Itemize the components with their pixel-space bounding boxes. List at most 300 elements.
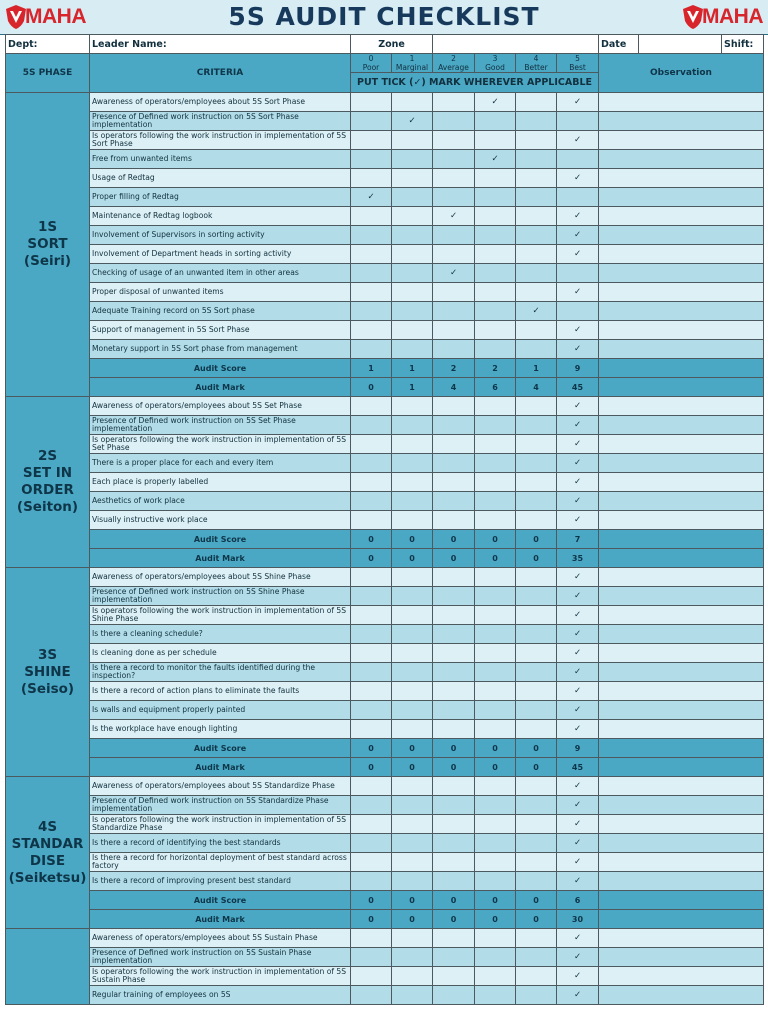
score-checkbox-0[interactable] bbox=[351, 226, 392, 245]
score-checkbox-3[interactable] bbox=[475, 663, 516, 682]
observation-field[interactable] bbox=[599, 340, 764, 359]
score-checkbox-0[interactable] bbox=[351, 872, 392, 891]
score-checkbox-5[interactable]: ✓ bbox=[557, 568, 599, 587]
score-checkbox-2[interactable] bbox=[433, 321, 475, 340]
scale-cell bbox=[433, 54, 475, 73]
score-checkbox-1[interactable] bbox=[392, 169, 433, 188]
score-checkbox-3[interactable] bbox=[475, 188, 516, 207]
score-checkbox-4[interactable] bbox=[516, 606, 557, 625]
score-checkbox-0[interactable] bbox=[351, 435, 392, 454]
score-checkbox-4[interactable] bbox=[516, 93, 557, 112]
observation-field[interactable] bbox=[599, 587, 764, 606]
dept-label: Dept: bbox=[6, 35, 90, 54]
score-checkbox-5[interactable]: ✓ bbox=[557, 644, 599, 663]
score-checkbox-0[interactable] bbox=[351, 929, 392, 948]
score-checkbox-1[interactable] bbox=[392, 967, 433, 986]
score-checkbox-3[interactable] bbox=[475, 701, 516, 720]
criteria-text: Each place is properly labelled bbox=[90, 473, 351, 492]
score-checkbox-1[interactable] bbox=[392, 283, 433, 302]
score-checkbox-0[interactable] bbox=[351, 796, 392, 815]
observation-field[interactable] bbox=[599, 853, 764, 872]
score-checkbox-2[interactable] bbox=[433, 416, 475, 435]
score-checkbox-5[interactable]: ✓ bbox=[557, 701, 599, 720]
observation-field[interactable] bbox=[599, 872, 764, 891]
score-checkbox-0[interactable] bbox=[351, 207, 392, 226]
score-checkbox-5[interactable]: ✓ bbox=[557, 245, 599, 264]
observation-field[interactable] bbox=[599, 625, 764, 644]
score-checkbox-5[interactable]: ✓ bbox=[557, 169, 599, 188]
score-checkbox-1[interactable] bbox=[392, 682, 433, 701]
score-checkbox-4[interactable] bbox=[516, 682, 557, 701]
score-checkbox-3[interactable] bbox=[475, 283, 516, 302]
score-checkbox-3[interactable] bbox=[475, 226, 516, 245]
score-checkbox-1[interactable] bbox=[392, 397, 433, 416]
score-checkbox-1[interactable] bbox=[392, 93, 433, 112]
score-checkbox-4[interactable] bbox=[516, 131, 557, 150]
observation-field[interactable] bbox=[599, 701, 764, 720]
score-checkbox-4[interactable] bbox=[516, 264, 557, 283]
score-checkbox-1[interactable] bbox=[392, 150, 433, 169]
shift-label: Shift: bbox=[722, 35, 764, 54]
score-checkbox-5[interactable]: ✓ bbox=[557, 682, 599, 701]
score-checkbox-5[interactable]: ✓ bbox=[557, 511, 599, 530]
score-checkbox-2[interactable] bbox=[433, 473, 475, 492]
score-checkbox-1[interactable] bbox=[392, 245, 433, 264]
score-checkbox-2[interactable] bbox=[433, 511, 475, 530]
score-checkbox-1[interactable] bbox=[392, 853, 433, 872]
score-checkbox-2[interactable]: ✓ bbox=[433, 264, 475, 283]
score-checkbox-3[interactable] bbox=[475, 397, 516, 416]
score-checkbox-2[interactable] bbox=[433, 245, 475, 264]
score-checkbox-1[interactable] bbox=[392, 473, 433, 492]
score-checkbox-5[interactable] bbox=[557, 302, 599, 321]
score-checkbox-1[interactable] bbox=[392, 264, 433, 283]
score-checkbox-4[interactable] bbox=[516, 872, 557, 891]
observation-field[interactable] bbox=[599, 321, 764, 340]
criteria-text: Is there a record of improving present best standard bbox=[90, 872, 351, 891]
score-checkbox-4[interactable] bbox=[516, 834, 557, 853]
score-checkbox-1[interactable] bbox=[392, 207, 433, 226]
score-checkbox-3[interactable] bbox=[475, 454, 516, 473]
score-checkbox-3[interactable] bbox=[475, 112, 516, 131]
score-checkbox-2[interactable] bbox=[433, 492, 475, 511]
score-checkbox-2[interactable] bbox=[433, 169, 475, 188]
score-checkbox-3[interactable] bbox=[475, 416, 516, 435]
score-checkbox-1[interactable] bbox=[392, 796, 433, 815]
score-checkbox-1[interactable] bbox=[392, 302, 433, 321]
observation-field[interactable] bbox=[599, 264, 764, 283]
score-checkbox-3[interactable] bbox=[475, 245, 516, 264]
score-checkbox-0[interactable] bbox=[351, 967, 392, 986]
score-checkbox-3[interactable] bbox=[475, 511, 516, 530]
score-checkbox-1[interactable] bbox=[392, 834, 433, 853]
zone-field[interactable] bbox=[433, 35, 599, 54]
score-checkbox-1[interactable] bbox=[392, 815, 433, 834]
score-checkbox-5[interactable]: ✓ bbox=[557, 663, 599, 682]
score-checkbox-0[interactable] bbox=[351, 416, 392, 435]
score-checkbox-5[interactable]: ✓ bbox=[557, 777, 599, 796]
criteria-row bbox=[6, 625, 764, 644]
score-checkbox-2[interactable] bbox=[433, 777, 475, 796]
score-checkbox-5[interactable]: ✓ bbox=[557, 853, 599, 872]
score-checkbox-0[interactable] bbox=[351, 701, 392, 720]
score-checkbox-4[interactable] bbox=[516, 720, 557, 739]
score-checkbox-0[interactable] bbox=[351, 720, 392, 739]
score-checkbox-3[interactable] bbox=[475, 131, 516, 150]
score-checkbox-4[interactable] bbox=[516, 986, 557, 1005]
score-checkbox-0[interactable] bbox=[351, 625, 392, 644]
score-checkbox-5[interactable]: ✓ bbox=[557, 625, 599, 644]
score-checkbox-3[interactable] bbox=[475, 473, 516, 492]
score-checkbox-0[interactable] bbox=[351, 682, 392, 701]
summary-blank bbox=[599, 378, 764, 397]
score-checkbox-2[interactable] bbox=[433, 568, 475, 587]
score-checkbox-3[interactable] bbox=[475, 492, 516, 511]
score-checkbox-2[interactable] bbox=[433, 435, 475, 454]
observation-field[interactable] bbox=[599, 492, 764, 511]
score-checkbox-1[interactable] bbox=[392, 454, 433, 473]
score-checkbox-5[interactable]: ✓ bbox=[557, 967, 599, 986]
score-checkbox-1[interactable] bbox=[392, 986, 433, 1005]
score-checkbox-2[interactable] bbox=[433, 340, 475, 359]
score-checkbox-0[interactable] bbox=[351, 245, 392, 264]
score-checkbox-0[interactable] bbox=[351, 131, 392, 150]
score-checkbox-2[interactable] bbox=[433, 93, 475, 112]
score-checkbox-5[interactable]: ✓ bbox=[557, 929, 599, 948]
score-checkbox-3[interactable] bbox=[475, 435, 516, 454]
score-checkbox-4[interactable] bbox=[516, 511, 557, 530]
observation-field[interactable] bbox=[599, 302, 764, 321]
score-checkbox-4[interactable] bbox=[516, 967, 557, 986]
score-checkbox-0[interactable] bbox=[351, 112, 392, 131]
observation-field[interactable] bbox=[599, 245, 764, 264]
score-checkbox-5[interactable]: ✓ bbox=[557, 815, 599, 834]
score-checkbox-3[interactable] bbox=[475, 929, 516, 948]
score-checkbox-3[interactable] bbox=[475, 720, 516, 739]
criteria-row bbox=[6, 872, 764, 891]
score-checkbox-0[interactable]: ✓ bbox=[351, 188, 392, 207]
score-checkbox-2[interactable] bbox=[433, 283, 475, 302]
score-checkbox-1[interactable] bbox=[392, 131, 433, 150]
score-checkbox-5[interactable]: ✓ bbox=[557, 131, 599, 150]
score-checkbox-1[interactable] bbox=[392, 663, 433, 682]
observation-field[interactable] bbox=[599, 929, 764, 948]
score-checkbox-5[interactable]: ✓ bbox=[557, 473, 599, 492]
score-checkbox-0[interactable] bbox=[351, 853, 392, 872]
score-checkbox-2[interactable] bbox=[433, 929, 475, 948]
score-checkbox-2[interactable] bbox=[433, 815, 475, 834]
score-checkbox-1[interactable] bbox=[392, 435, 433, 454]
score-checkbox-4[interactable] bbox=[516, 283, 557, 302]
score-checkbox-3[interactable] bbox=[475, 587, 516, 606]
score-checkbox-5[interactable]: ✓ bbox=[557, 834, 599, 853]
score-checkbox-3[interactable] bbox=[475, 644, 516, 663]
score-checkbox-4[interactable] bbox=[516, 435, 557, 454]
score-checkbox-2[interactable] bbox=[433, 226, 475, 245]
score-checkbox-1[interactable] bbox=[392, 416, 433, 435]
observation-field[interactable] bbox=[599, 606, 764, 625]
score-checkbox-5[interactable]: ✓ bbox=[557, 587, 599, 606]
score-checkbox-0[interactable] bbox=[351, 473, 392, 492]
score-checkbox-3[interactable] bbox=[475, 169, 516, 188]
score-checkbox-2[interactable] bbox=[433, 112, 475, 131]
score-checkbox-0[interactable] bbox=[351, 511, 392, 530]
score-checkbox-0[interactable] bbox=[351, 777, 392, 796]
score-checkbox-4[interactable] bbox=[516, 625, 557, 644]
score-checkbox-1[interactable] bbox=[392, 511, 433, 530]
score-checkbox-2[interactable] bbox=[433, 682, 475, 701]
score-checkbox-0[interactable] bbox=[351, 454, 392, 473]
score-checkbox-1[interactable]: ✓ bbox=[392, 112, 433, 131]
score-checkbox-3[interactable] bbox=[475, 321, 516, 340]
score-checkbox-0[interactable] bbox=[351, 264, 392, 283]
score-checkbox-0[interactable] bbox=[351, 169, 392, 188]
observation-field[interactable] bbox=[599, 948, 764, 967]
criteria-text: Is operators following the work instruction in implementation of 5S Standardize Phase bbox=[90, 815, 351, 834]
score-checkbox-2[interactable] bbox=[433, 454, 475, 473]
score-checkbox-5[interactable]: ✓ bbox=[557, 492, 599, 511]
score-checkbox-2[interactable] bbox=[433, 150, 475, 169]
score-checkbox-0[interactable] bbox=[351, 150, 392, 169]
score-checkbox-4[interactable] bbox=[516, 226, 557, 245]
phase-name-line: SET IN bbox=[22, 465, 73, 481]
score-checkbox-4[interactable] bbox=[516, 663, 557, 682]
score-checkbox-5[interactable]: ✓ bbox=[557, 321, 599, 340]
score-checkbox-3[interactable]: ✓ bbox=[475, 93, 516, 112]
score-checkbox-2[interactable] bbox=[433, 701, 475, 720]
score-checkbox-4[interactable] bbox=[516, 169, 557, 188]
phase-name-line: (Seiri) bbox=[23, 253, 72, 269]
score-checkbox-2[interactable] bbox=[433, 606, 475, 625]
score-checkbox-5[interactable]: ✓ bbox=[557, 226, 599, 245]
observation-field[interactable] bbox=[599, 131, 764, 150]
score-checkbox-4[interactable] bbox=[516, 454, 557, 473]
score-checkbox-1[interactable] bbox=[392, 226, 433, 245]
score-checkbox-4[interactable] bbox=[516, 112, 557, 131]
observation-field[interactable] bbox=[599, 663, 764, 682]
score-checkbox-4[interactable] bbox=[516, 796, 557, 815]
score-checkbox-3[interactable] bbox=[475, 625, 516, 644]
score-checkbox-2[interactable] bbox=[433, 853, 475, 872]
score-checkbox-0[interactable] bbox=[351, 93, 392, 112]
observation-field[interactable] bbox=[599, 473, 764, 492]
score-checkbox-1[interactable] bbox=[392, 321, 433, 340]
score-checkbox-5[interactable] bbox=[557, 188, 599, 207]
observation-field[interactable] bbox=[599, 644, 764, 663]
score-checkbox-5[interactable]: ✓ bbox=[557, 872, 599, 891]
score-checkbox-5[interactable]: ✓ bbox=[557, 207, 599, 226]
score-checkbox-2[interactable] bbox=[433, 948, 475, 967]
score-checkbox-0[interactable] bbox=[351, 397, 392, 416]
score-checkbox-5[interactable]: ✓ bbox=[557, 340, 599, 359]
scale-label: Best bbox=[569, 63, 586, 72]
score-checkbox-4[interactable]: ✓ bbox=[516, 302, 557, 321]
audit-score-label: Audit Score bbox=[90, 891, 351, 910]
score-checkbox-4[interactable] bbox=[516, 853, 557, 872]
score-checkbox-4[interactable] bbox=[516, 473, 557, 492]
score-checkbox-0[interactable] bbox=[351, 340, 392, 359]
score-checkbox-5[interactable]: ✓ bbox=[557, 283, 599, 302]
score-checkbox-0[interactable] bbox=[351, 815, 392, 834]
observation-field[interactable] bbox=[599, 454, 764, 473]
score-checkbox-3[interactable] bbox=[475, 606, 516, 625]
score-checkbox-1[interactable] bbox=[392, 777, 433, 796]
score-checkbox-0[interactable] bbox=[351, 986, 392, 1005]
score-checkbox-4[interactable] bbox=[516, 948, 557, 967]
score-checkbox-0[interactable] bbox=[351, 492, 392, 511]
score-checkbox-5[interactable]: ✓ bbox=[557, 416, 599, 435]
score-checkbox-2[interactable]: ✓ bbox=[433, 207, 475, 226]
audit-mark-value: 0 bbox=[392, 758, 433, 777]
score-checkbox-3[interactable] bbox=[475, 340, 516, 359]
score-checkbox-0[interactable] bbox=[351, 834, 392, 853]
score-checkbox-4[interactable] bbox=[516, 568, 557, 587]
score-checkbox-4[interactable] bbox=[516, 777, 557, 796]
observation-field[interactable] bbox=[599, 796, 764, 815]
observation-field[interactable] bbox=[599, 777, 764, 796]
score-checkbox-4[interactable] bbox=[516, 397, 557, 416]
score-checkbox-1[interactable] bbox=[392, 568, 433, 587]
score-checkbox-2[interactable] bbox=[433, 131, 475, 150]
observation-field[interactable] bbox=[599, 815, 764, 834]
score-checkbox-2[interactable] bbox=[433, 967, 475, 986]
score-checkbox-3[interactable] bbox=[475, 815, 516, 834]
observation-field[interactable] bbox=[599, 682, 764, 701]
criteria-row bbox=[6, 948, 764, 967]
score-checkbox-0[interactable] bbox=[351, 302, 392, 321]
score-checkbox-5[interactable] bbox=[557, 150, 599, 169]
score-checkbox-2[interactable] bbox=[433, 302, 475, 321]
score-checkbox-3[interactable] bbox=[475, 986, 516, 1005]
score-checkbox-1[interactable] bbox=[392, 948, 433, 967]
score-checkbox-0[interactable] bbox=[351, 568, 392, 587]
score-checkbox-1[interactable] bbox=[392, 188, 433, 207]
score-checkbox-3[interactable] bbox=[475, 853, 516, 872]
score-checkbox-3[interactable] bbox=[475, 834, 516, 853]
score-checkbox-0[interactable] bbox=[351, 587, 392, 606]
score-checkbox-0[interactable] bbox=[351, 283, 392, 302]
observation-field[interactable] bbox=[599, 986, 764, 1005]
score-checkbox-3[interactable] bbox=[475, 302, 516, 321]
score-checkbox-5[interactable]: ✓ bbox=[557, 454, 599, 473]
score-checkbox-2[interactable] bbox=[433, 872, 475, 891]
score-checkbox-4[interactable] bbox=[516, 150, 557, 169]
score-checkbox-1[interactable] bbox=[392, 587, 433, 606]
score-checkbox-4[interactable] bbox=[516, 207, 557, 226]
score-checkbox-4[interactable] bbox=[516, 492, 557, 511]
score-checkbox-2[interactable] bbox=[433, 625, 475, 644]
score-checkbox-5[interactable]: ✓ bbox=[557, 796, 599, 815]
score-checkbox-1[interactable] bbox=[392, 872, 433, 891]
observation-field[interactable] bbox=[599, 397, 764, 416]
score-checkbox-1[interactable] bbox=[392, 701, 433, 720]
observation-field[interactable] bbox=[599, 188, 764, 207]
score-checkbox-5[interactable]: ✓ bbox=[557, 93, 599, 112]
score-checkbox-3[interactable] bbox=[475, 264, 516, 283]
score-checkbox-3[interactable] bbox=[475, 777, 516, 796]
score-checkbox-1[interactable] bbox=[392, 644, 433, 663]
score-checkbox-4[interactable] bbox=[516, 929, 557, 948]
score-checkbox-2[interactable] bbox=[433, 644, 475, 663]
score-checkbox-0[interactable] bbox=[351, 606, 392, 625]
score-checkbox-3[interactable] bbox=[475, 568, 516, 587]
phase-label-cell bbox=[6, 929, 90, 1005]
score-checkbox-5[interactable]: ✓ bbox=[557, 397, 599, 416]
score-checkbox-3[interactable] bbox=[475, 682, 516, 701]
score-checkbox-4[interactable] bbox=[516, 416, 557, 435]
observation-field[interactable] bbox=[599, 967, 764, 986]
score-checkbox-4[interactable] bbox=[516, 340, 557, 359]
score-checkbox-4[interactable] bbox=[516, 815, 557, 834]
score-checkbox-5[interactable]: ✓ bbox=[557, 720, 599, 739]
score-checkbox-3[interactable] bbox=[475, 207, 516, 226]
observation-field[interactable] bbox=[599, 207, 764, 226]
score-checkbox-4[interactable] bbox=[516, 701, 557, 720]
score-checkbox-3[interactable] bbox=[475, 967, 516, 986]
observation-field[interactable] bbox=[599, 226, 764, 245]
score-checkbox-3[interactable] bbox=[475, 948, 516, 967]
score-checkbox-0[interactable] bbox=[351, 321, 392, 340]
score-checkbox-2[interactable] bbox=[433, 834, 475, 853]
observation-field[interactable] bbox=[599, 150, 764, 169]
observation-field[interactable] bbox=[599, 112, 764, 131]
score-checkbox-4[interactable] bbox=[516, 587, 557, 606]
observation-field[interactable] bbox=[599, 720, 764, 739]
score-checkbox-5[interactable]: ✓ bbox=[557, 986, 599, 1005]
score-checkbox-2[interactable] bbox=[433, 663, 475, 682]
score-checkbox-2[interactable] bbox=[433, 188, 475, 207]
date-field[interactable] bbox=[639, 35, 722, 54]
observation-field[interactable] bbox=[599, 435, 764, 454]
observation-field[interactable] bbox=[599, 169, 764, 188]
score-checkbox-1[interactable] bbox=[392, 606, 433, 625]
score-checkbox-1[interactable] bbox=[392, 492, 433, 511]
score-checkbox-4[interactable] bbox=[516, 644, 557, 663]
score-checkbox-4[interactable] bbox=[516, 321, 557, 340]
observation-field[interactable] bbox=[599, 511, 764, 530]
observation-field[interactable] bbox=[599, 834, 764, 853]
score-checkbox-0[interactable] bbox=[351, 644, 392, 663]
score-checkbox-3[interactable]: ✓ bbox=[475, 150, 516, 169]
score-checkbox-4[interactable] bbox=[516, 188, 557, 207]
observation-field[interactable] bbox=[599, 416, 764, 435]
score-checkbox-1[interactable] bbox=[392, 340, 433, 359]
score-checkbox-5[interactable]: ✓ bbox=[557, 948, 599, 967]
score-checkbox-1[interactable] bbox=[392, 625, 433, 644]
score-checkbox-2[interactable] bbox=[433, 986, 475, 1005]
score-checkbox-1[interactable] bbox=[392, 929, 433, 948]
score-checkbox-5[interactable] bbox=[557, 264, 599, 283]
score-checkbox-5[interactable]: ✓ bbox=[557, 606, 599, 625]
audit-score-row bbox=[6, 739, 764, 758]
score-checkbox-1[interactable] bbox=[392, 720, 433, 739]
score-checkbox-2[interactable] bbox=[433, 397, 475, 416]
score-checkbox-2[interactable] bbox=[433, 720, 475, 739]
observation-field[interactable] bbox=[599, 93, 764, 112]
phase-label-cell bbox=[6, 777, 90, 929]
score-checkbox-3[interactable] bbox=[475, 796, 516, 815]
observation-field[interactable] bbox=[599, 283, 764, 302]
score-checkbox-5[interactable]: ✓ bbox=[557, 435, 599, 454]
observation-field[interactable] bbox=[599, 568, 764, 587]
score-checkbox-0[interactable] bbox=[351, 948, 392, 967]
score-checkbox-4[interactable] bbox=[516, 245, 557, 264]
score-checkbox-3[interactable] bbox=[475, 872, 516, 891]
score-checkbox-5[interactable] bbox=[557, 112, 599, 131]
score-checkbox-2[interactable] bbox=[433, 587, 475, 606]
score-checkbox-0[interactable] bbox=[351, 663, 392, 682]
score-checkbox-2[interactable] bbox=[433, 796, 475, 815]
